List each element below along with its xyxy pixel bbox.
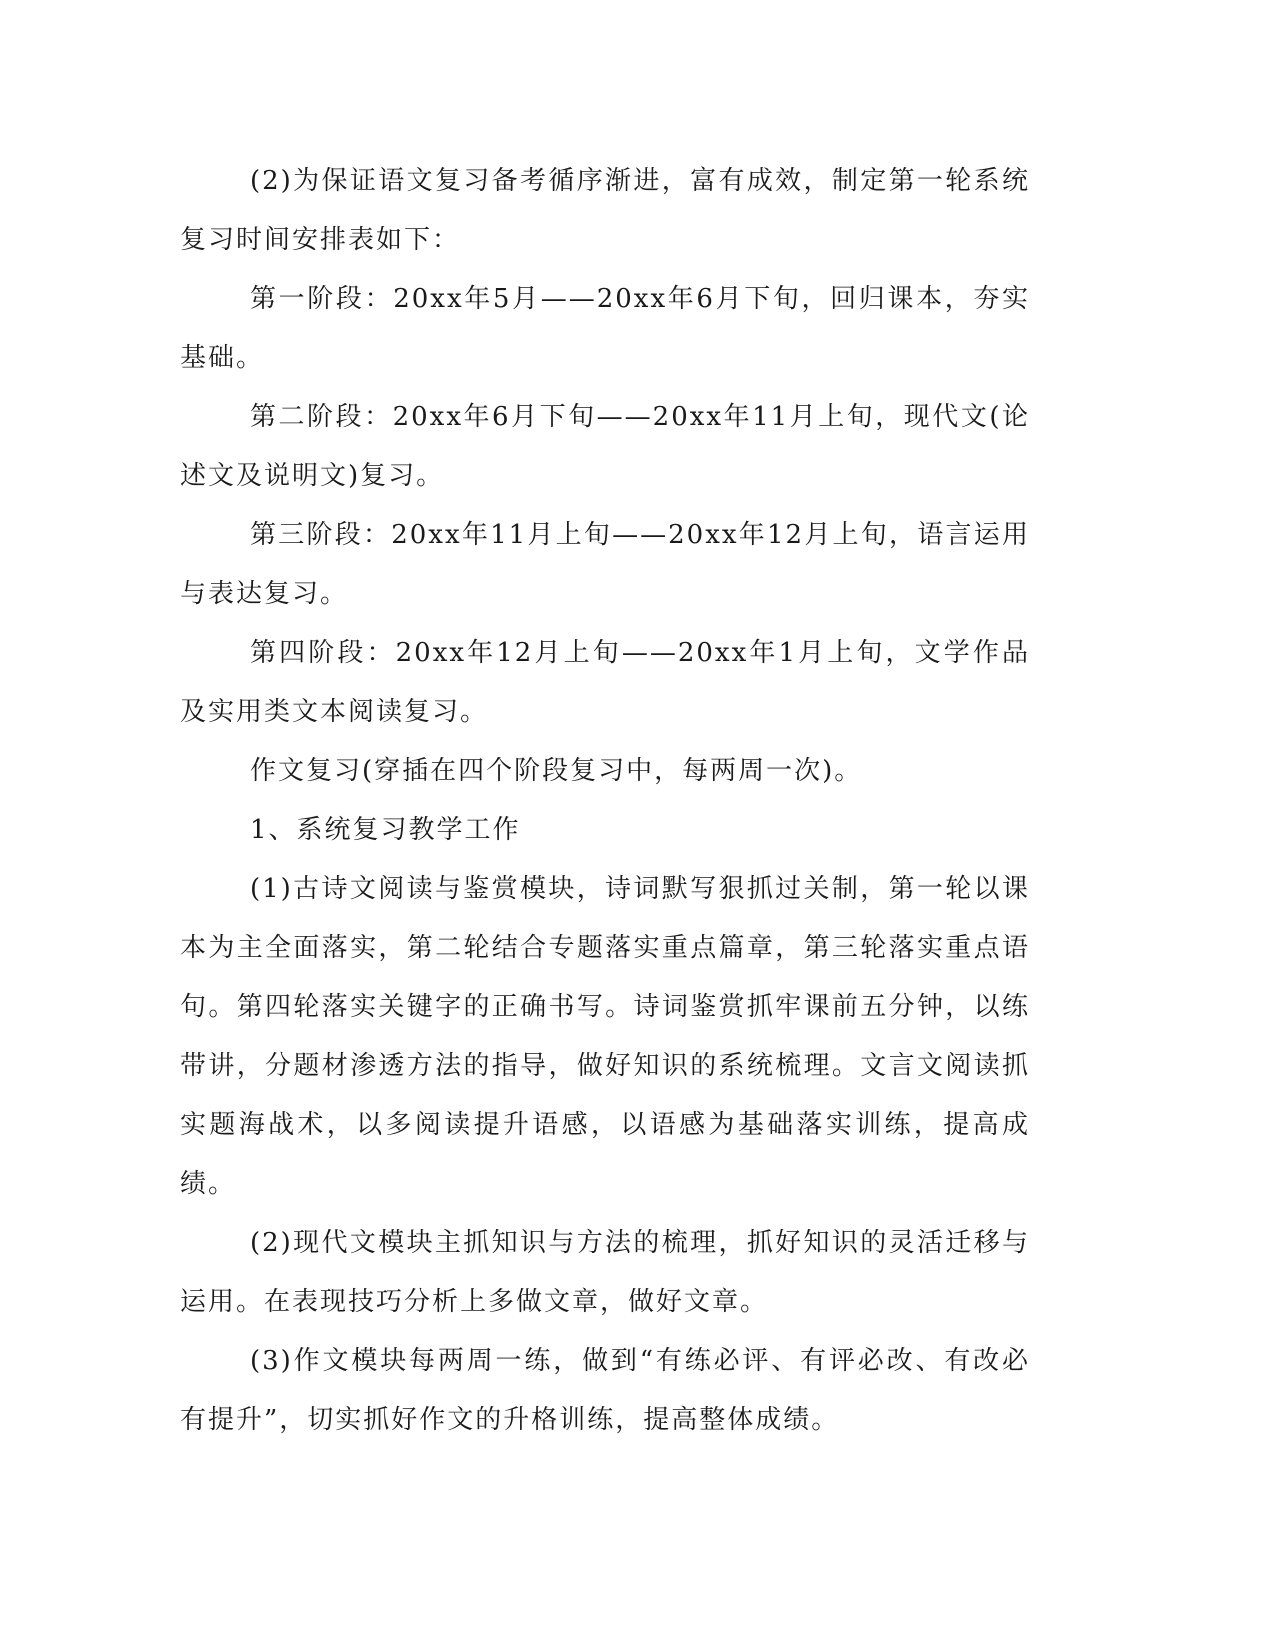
paragraph-stage-one: 第一阶段：20xx年5月——20xx年6月下旬，回归课本，夯实基础。 xyxy=(180,284,1030,373)
document-body xyxy=(180,152,1030,1450)
paragraph-schedule-intro: (2)为保证语文复习备考循序渐进，富有成效，制定第一轮系统复习时间安排表如下： xyxy=(180,166,1030,255)
paragraph-composition-module: (3)作文模块每两周一练，做到“有练必评、有评必改、有改必有提升”，切实抓好作文的升格训练，提高整体成绩。 xyxy=(180,1346,1030,1435)
paragraph-modern-text-module: (2)现代文模块主抓知识与方法的梳理，抓好知识的灵活迁移与运用。在表现技巧分析上多做文章，做好文章。 xyxy=(180,1228,1030,1317)
paragraph-stage-two: 第二阶段：20xx年6月下旬——20xx年11月上旬，现代文(论述文及说明文)复习。 xyxy=(180,402,1030,491)
paragraph-composition-review: 作文复习(穿插在四个阶段复习中，每两周一次)。 xyxy=(250,756,863,786)
paragraph-classical-poetry-module: (1)古诗文阅读与鉴赏模块，诗词默写狠抓过关制，第一轮以课本为主全面落实，第二轮结合专题落实重点篇章，第三轮落实重点语句。第四轮落实关键字的正确书写。诗词鉴赏抓牢课前五分钟，以练带讲，分题材渗透方法的指导，做好知识的系统梳理。文言文阅读抓实题海战术，以多阅读提升语感，以语感为基础落实训练，提高成绩。 xyxy=(180,874,1030,1199)
section-heading-systematic-review: 1、系统复习教学工作 xyxy=(250,815,521,845)
paragraph-stage-three: 第三阶段：20xx年11月上旬——20xx年12月上旬，语言运用与表达复习。 xyxy=(180,520,1030,609)
paragraph-stage-four: 第四阶段：20xx年12月上旬——20xx年1月上旬，文学作品及实用类文本阅读复习。 xyxy=(180,638,1030,727)
